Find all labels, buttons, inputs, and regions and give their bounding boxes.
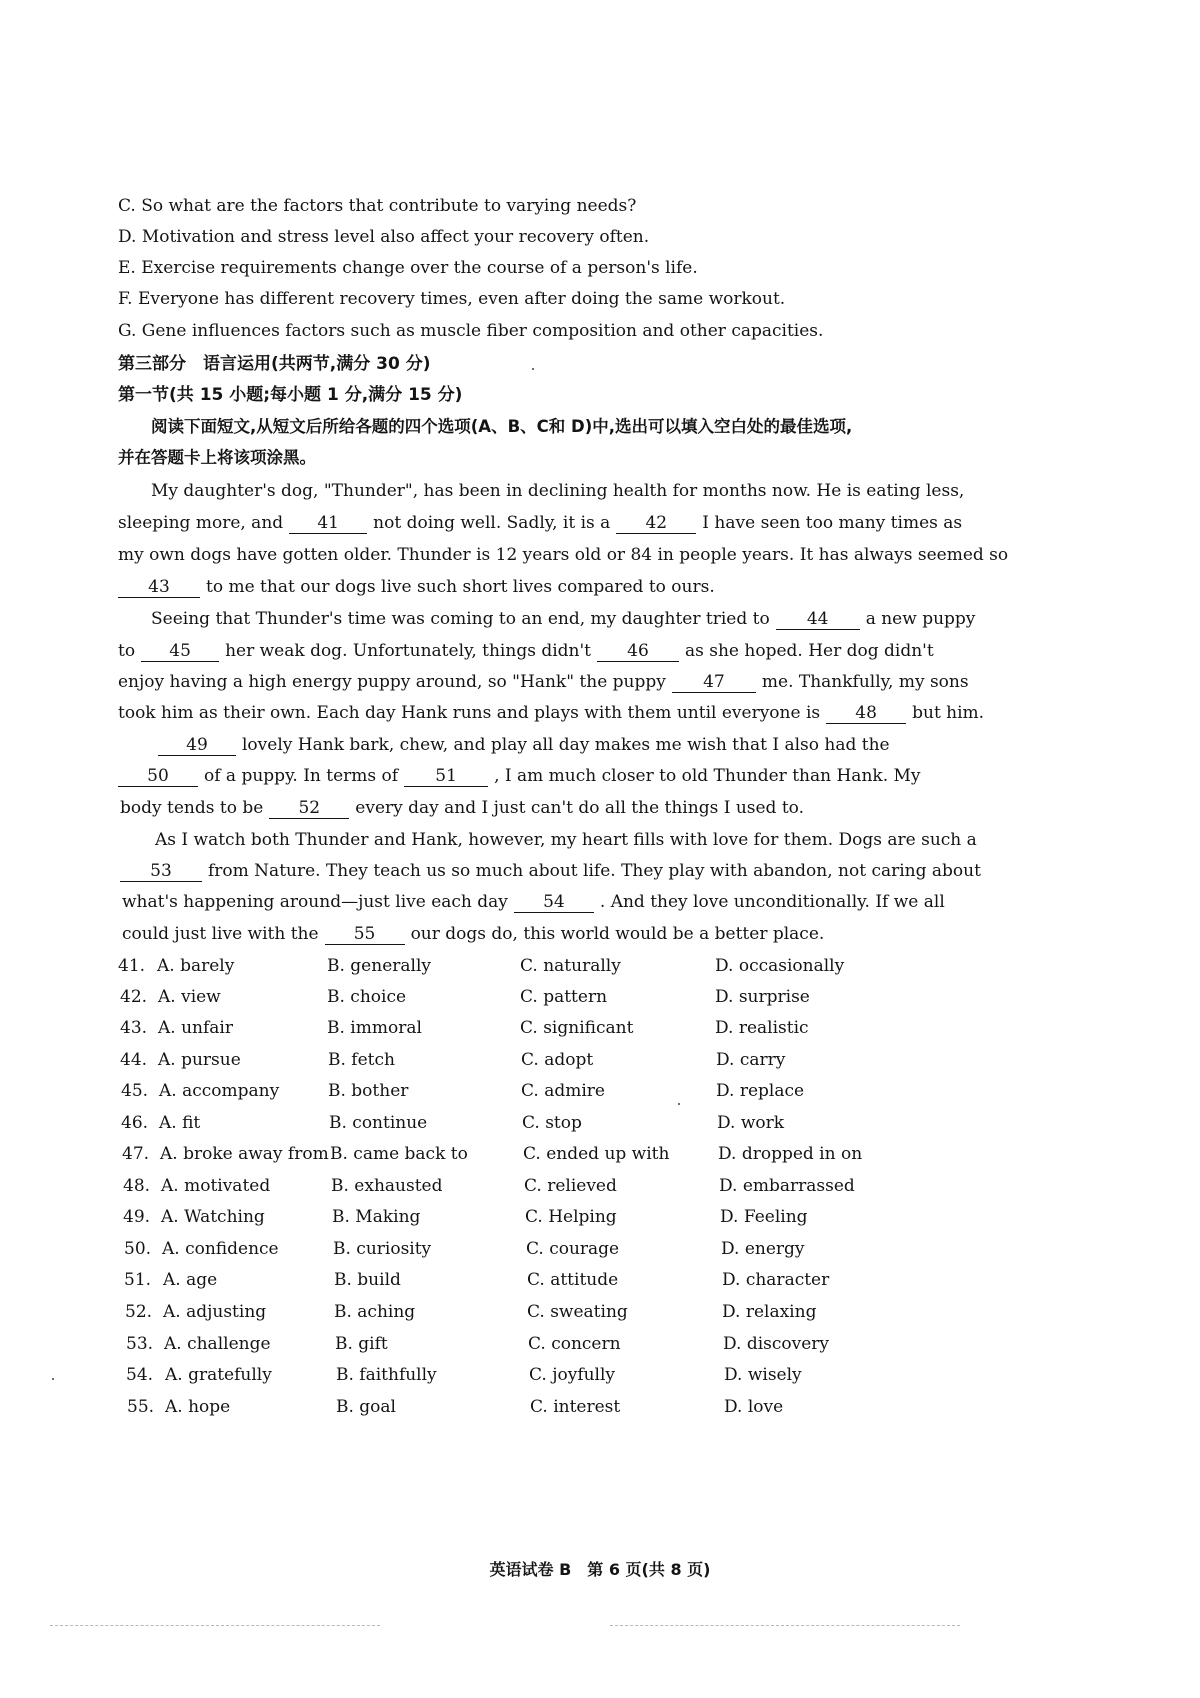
passage-text: to [118,641,136,661]
passage-text: not doing well. Sadly, it is a [373,513,611,533]
choice-c: C. attitude [527,1270,619,1290]
choice-a: A. view [158,987,221,1007]
passage-text: what's happening around—just live each day [122,892,508,912]
passage-text: As I watch both Thunder and Hank, however, my heart fills with love for them. Dogs are such a [155,830,977,850]
choice-a: A. unfair [158,1018,233,1038]
choice-d: D. carry [716,1050,786,1070]
blank-47: 47 [672,672,756,693]
scan-dot [52,1378,54,1380]
part-title: 第三部分 语言运用(共两节,满分 30 分) [118,354,431,374]
choice-a: A. hope [165,1397,231,1417]
passage-text: lovely Hank bark, chew, and play all day makes me wish that I also had the [242,735,890,755]
blank-48: 48 [826,703,906,724]
passage-text: . And they love unconditionally. If we all [599,892,945,912]
question-number: 45. [121,1081,149,1101]
choice-b: B. immoral [327,1018,422,1038]
choice-c: C. stop [522,1113,582,1133]
passage-text: but him. [912,703,985,723]
bottom-scan-line-left [50,1625,380,1626]
blank-42: 42 [616,513,696,534]
passage-line [112,576,715,598]
choice-a: A. challenge [164,1334,271,1354]
choice-a: A. broke away from [160,1144,329,1164]
blank-52: 52 [269,798,349,819]
choice-d: D. love [724,1397,784,1417]
passage-text: me. Thankfully, my sons [761,672,969,692]
blank-53: 53 [120,861,202,882]
choice-d: D. work [717,1113,785,1133]
question-number: 52. [125,1302,153,1322]
passage-line [122,923,824,945]
passage-text: enjoy having a high energy puppy around, so "Hank" the puppy [118,672,666,692]
choice-c: C. pattern [520,987,608,1007]
passage-line [112,765,921,787]
passage-line [118,671,969,693]
choice-d: D. embarrassed [719,1176,855,1196]
blank-41: 41 [289,513,367,534]
question-number: 55. [127,1397,155,1417]
choice-a: A. Watching [161,1207,265,1227]
passage-text: could just live with the [122,924,319,944]
choice-d: D. surprise [715,987,810,1007]
choice-b: B. bother [328,1081,409,1101]
passage-line [118,544,1008,566]
bottom-scan-line-right [610,1625,960,1626]
passage-line [118,640,934,662]
choice-c: C. sweating [527,1302,628,1322]
choice-d: D. Feeling [720,1207,808,1227]
choice-d: D. dropped in on [718,1144,863,1164]
passage-text: to me that our dogs live such short lives compared to ours. [206,577,715,597]
blank-44: 44 [776,609,860,630]
choice-a: A. adjusting [163,1302,267,1322]
question-number: 50. [124,1239,152,1259]
option-e-line: E. Exercise requirements change over the course of a person's life. [118,258,698,278]
question-number: 48. [123,1176,151,1196]
passage-text: Seeing that Thunder's time was coming to an end, my daughter tried to [151,609,770,629]
choice-a: A. accompany [159,1081,280,1101]
choice-a: A. motivated [161,1176,271,1196]
choice-d: D. occasionally [715,956,845,976]
choice-d: D. relaxing [722,1302,817,1322]
passage-text: of a puppy. In terms of [204,766,399,786]
blank-46: 46 [597,641,679,662]
passage-text: our dogs do, this world would be a better place. [410,924,825,944]
passage-text: my own dogs have gotten older. Thunder is 12 years old or 84 in people years. It has always seemed so [118,545,1009,565]
option-g-line: G. Gene influences factors such as muscle fiber composition and other capacities. [118,321,824,341]
instruction-line-1: 阅读下面短文,从短文后所给各题的四个选项(A、B、C和 D)中,选出可以填入空白处的最佳选项, [151,417,853,436]
passage-text: My daughter's dog, "Thunder", has been in declining health for months now. He is eating less, [151,481,965,501]
choice-b: B. gift [335,1334,388,1354]
passage-line [114,860,981,882]
choice-c: C. significant [520,1018,634,1038]
blank-51: 51 [404,766,488,787]
choice-a: A. confidence [162,1239,279,1259]
passage-line [155,829,977,851]
choice-c: C. courage [526,1239,620,1259]
choice-b: B. faithfully [336,1365,437,1385]
passage-text: I have seen too many times as [702,513,963,533]
choice-a: A. gratefully [165,1365,272,1385]
blank-50: 50 [118,766,198,787]
choice-a: A. fit [159,1113,201,1133]
question-number: 42. [120,987,148,1007]
passage-line [151,608,975,630]
question-number: 44. [120,1050,148,1070]
choice-b: B. Making [332,1207,421,1227]
passage-line [120,797,804,819]
choice-d: D. realistic [715,1018,809,1038]
passage-line [118,512,962,534]
scan-dot [532,368,534,370]
choice-b: B. build [334,1270,401,1290]
blank-54: 54 [514,892,594,913]
passage-line [152,734,890,756]
scan-dot [678,1103,680,1105]
blank-43: 43 [118,577,200,598]
passage-text: her weak dog. Unfortunately, things didn't [225,641,591,661]
passage-text: every day and I just can't do all the things I used to. [355,798,805,818]
passage-text: as she hoped. Her dog didn't [685,641,934,661]
option-f-line: F. Everyone has different recovery times, even after doing the same workout. [118,289,786,309]
choice-a: A. barely [157,956,235,976]
passage-line [151,480,964,502]
choice-c: C. relieved [524,1176,617,1196]
passage-text: a new puppy [865,609,976,629]
question-number: 54. [126,1365,154,1385]
choice-c: C. concern [528,1334,621,1354]
question-number: 43. [120,1018,148,1038]
blank-49: 49 [158,735,236,756]
choice-b: B. fetch [328,1050,395,1070]
passage-text: from Nature. They teach us so much about life. They play with abandon, not caring about [208,861,981,881]
instruction-line-2: 并在答题卡上将该项涂黑。 [118,448,316,467]
choice-d: D. energy [721,1239,805,1259]
choice-b: B. aching [334,1302,416,1322]
option-d-line: D. Motivation and stress level also affect your recovery often. [118,227,650,247]
blank-45: 45 [141,641,219,662]
question-number: 47. [122,1144,150,1164]
choice-d: D. discovery [723,1334,830,1354]
passage-text: body tends to be [120,798,264,818]
question-number: 53. [126,1334,154,1354]
passage-text: , I am much closer to old Thunder than Hank. My [494,766,921,786]
choice-b: B. choice [327,987,407,1007]
blank-55: 55 [325,924,405,945]
choice-c: C. naturally [520,956,621,976]
passage-text: sleeping more, and [118,513,284,533]
choice-d: D. character [722,1270,830,1290]
question-number: 49. [123,1207,151,1227]
choice-b: B. goal [336,1397,396,1417]
choice-a: A. age [163,1270,218,1290]
passage-line [122,891,945,913]
choice-a: A. pursue [158,1050,241,1070]
choice-b: B. exhausted [331,1176,443,1196]
subsection-title: 第一节(共 15 小题;每小题 1 分,满分 15 分) [118,385,463,405]
choice-c: C. joyfully [529,1365,616,1385]
option-c-line: C. So what are the factors that contribute to varying needs? [118,196,637,216]
choice-d: D. wisely [724,1365,802,1385]
choice-c: C. Helping [525,1207,617,1227]
choice-b: B. curiosity [333,1239,432,1259]
question-number: 46. [121,1113,149,1133]
choice-c: C. admire [521,1081,605,1101]
choice-c: C. ended up with [523,1144,670,1164]
choice-d: D. replace [716,1081,805,1101]
choice-c: C. interest [530,1397,621,1417]
choice-c: C. adopt [521,1050,594,1070]
passage-line [118,702,984,724]
choice-b: B. generally [327,956,431,976]
question-number: 51. [124,1270,152,1290]
choice-b: B. came back to [330,1144,468,1164]
page-footer: 英语试卷 B 第 6 页(共 8 页) [489,1560,711,1579]
choice-b: B. continue [329,1113,428,1133]
passage-text: took him as their own. Each day Hank runs and plays with them until everyone is [118,703,821,723]
question-number: 41. [118,956,146,976]
